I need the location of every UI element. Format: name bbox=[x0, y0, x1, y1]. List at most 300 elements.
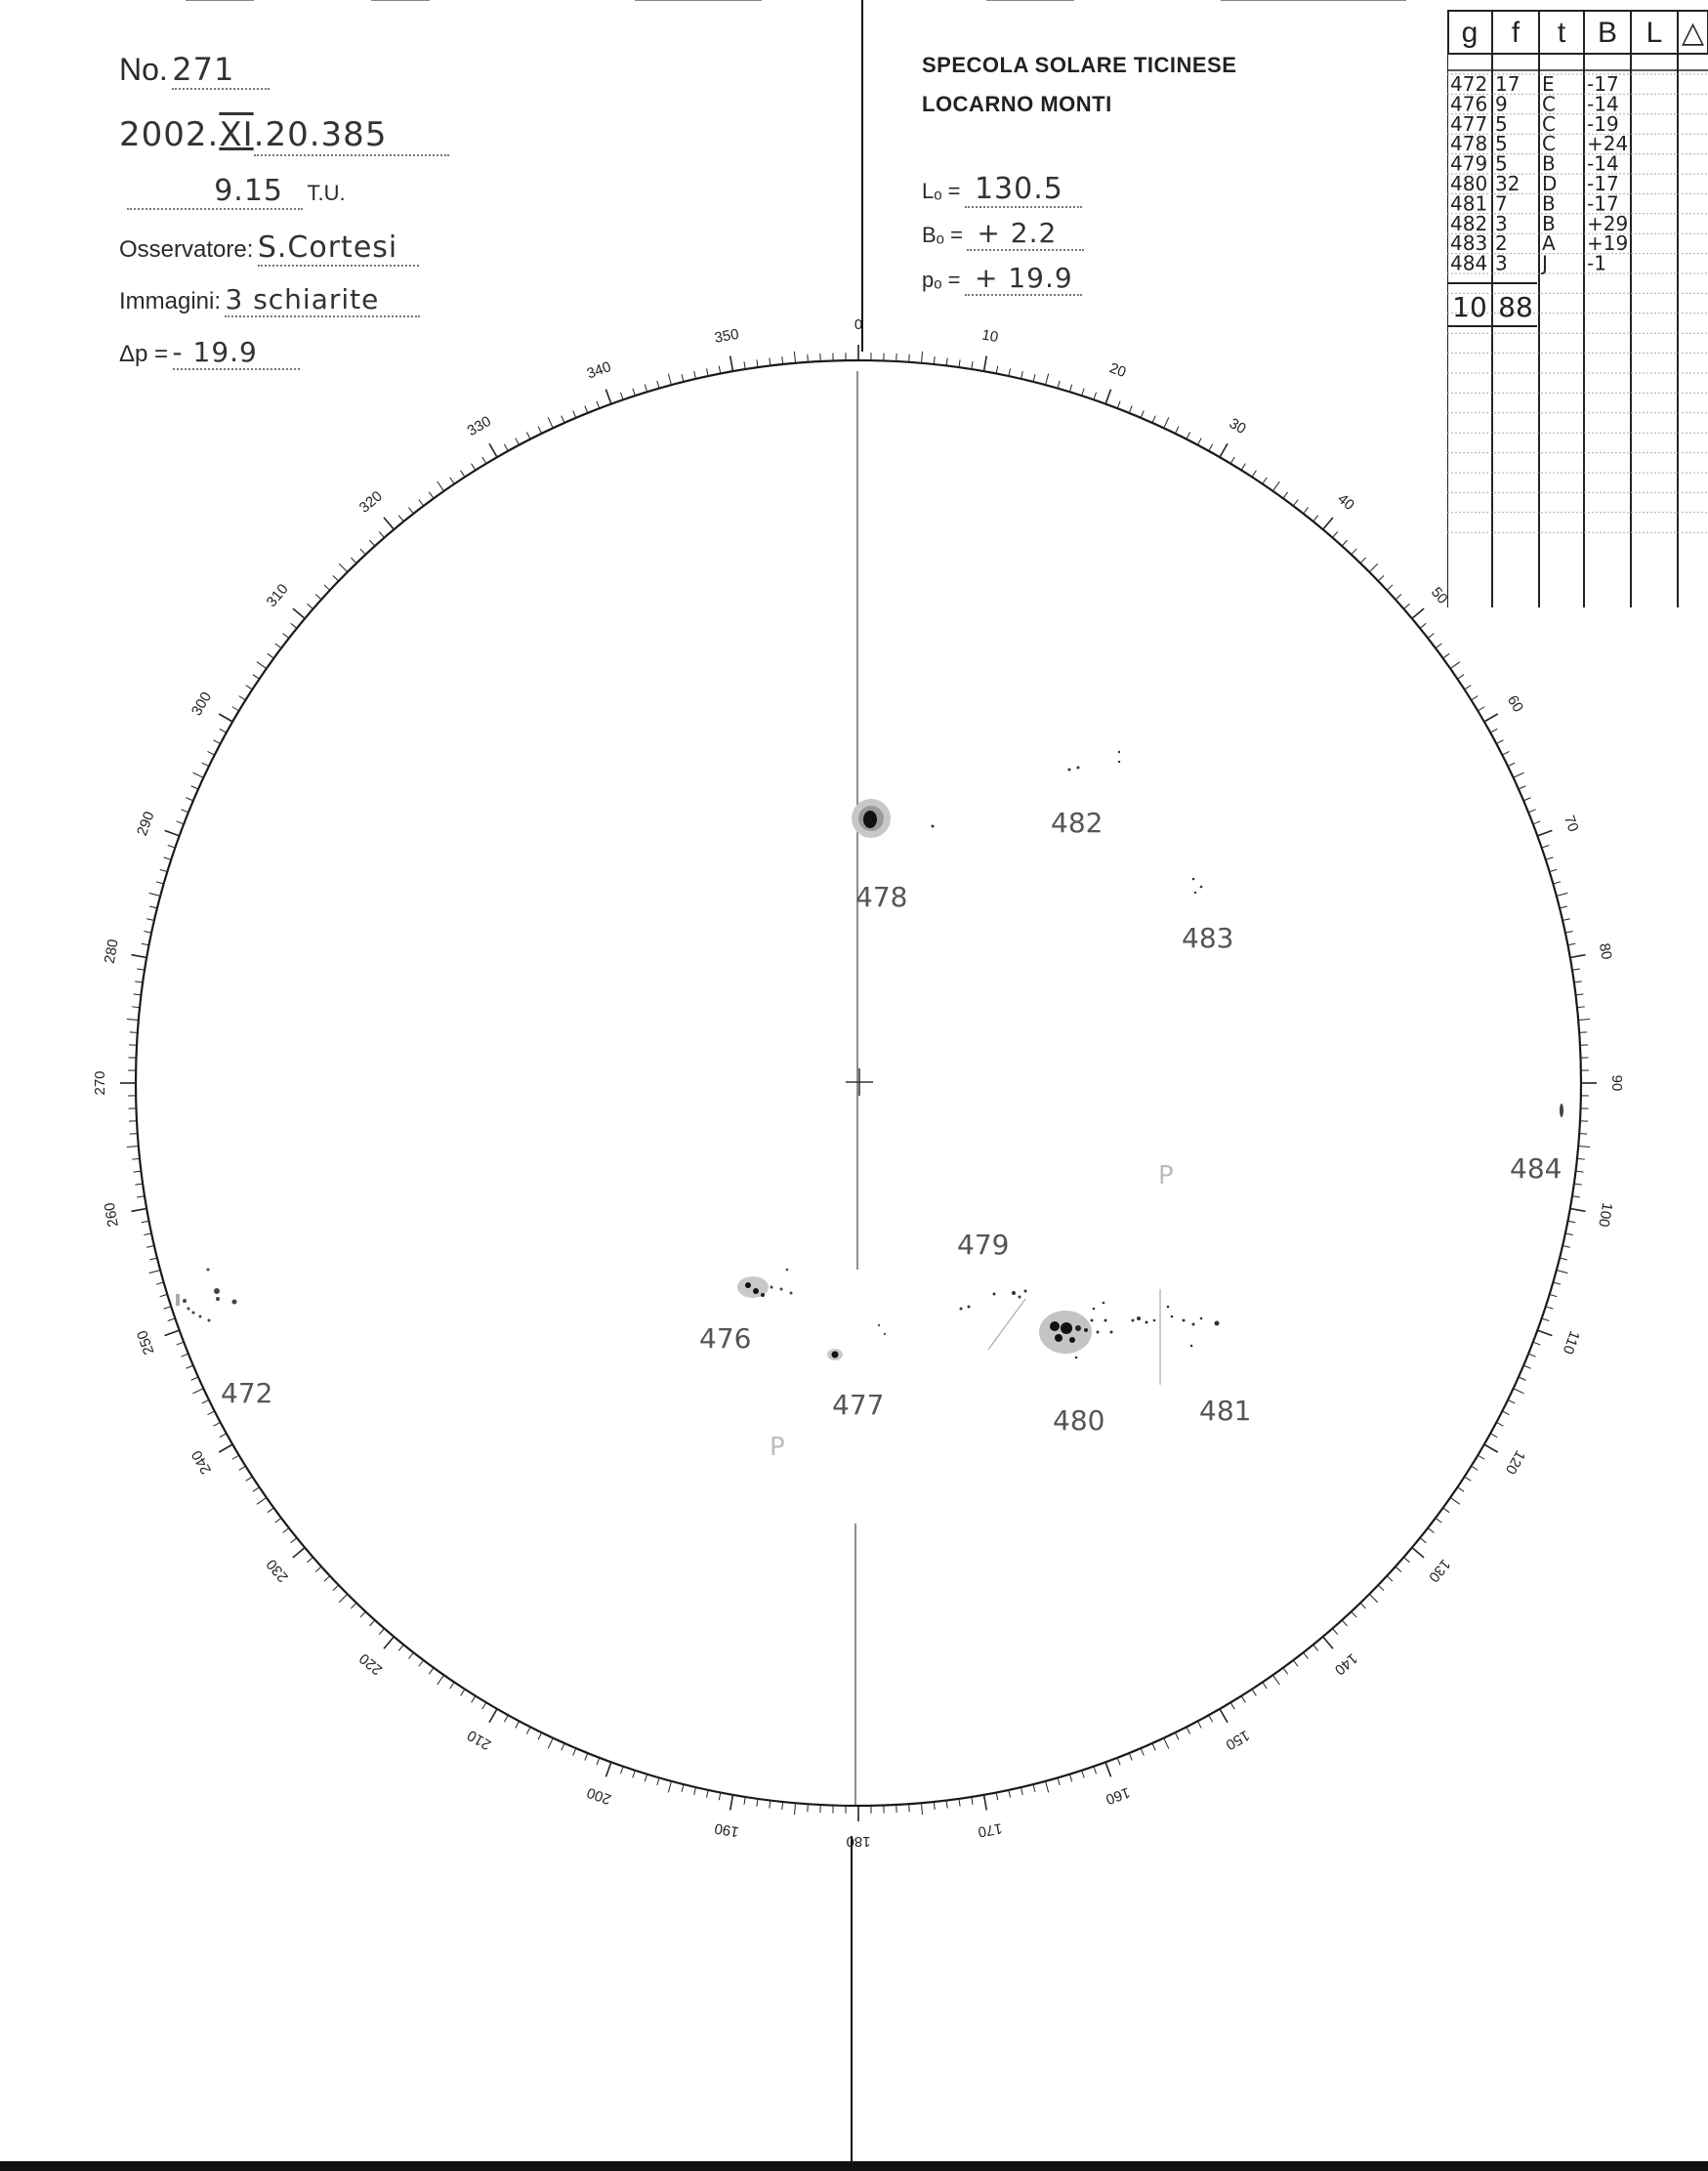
degree-tick bbox=[1577, 1007, 1585, 1008]
degree-tick bbox=[1565, 1233, 1573, 1235]
total-spots: 88 bbox=[1498, 291, 1533, 323]
degree-tick bbox=[1313, 516, 1318, 522]
degree-tick bbox=[770, 1800, 771, 1808]
degree-label: 270 bbox=[91, 1070, 108, 1096]
degree-tick bbox=[1403, 1557, 1409, 1562]
degree-tick bbox=[1378, 1585, 1384, 1591]
degree-tick bbox=[1537, 830, 1552, 835]
param-p0-label: pₒ = bbox=[922, 268, 961, 292]
degree-tick bbox=[516, 1721, 520, 1728]
degree-tick bbox=[909, 355, 910, 362]
degree-tick bbox=[130, 1134, 138, 1135]
degree-tick bbox=[131, 955, 146, 958]
degree-tick bbox=[137, 1196, 145, 1197]
table-cell: 3 bbox=[1495, 211, 1508, 235]
table-cell: B bbox=[1542, 211, 1556, 235]
institution-line1: SPECOLA SOLARE TICINESE bbox=[922, 53, 1237, 77]
table-cell: 17 bbox=[1495, 72, 1521, 96]
degree-tick bbox=[214, 1422, 221, 1426]
degree-tick bbox=[633, 389, 635, 397]
degree-tick bbox=[437, 481, 444, 491]
table-cell: 479 bbox=[1450, 151, 1488, 176]
degree-tick bbox=[419, 1660, 424, 1666]
degree-tick bbox=[573, 410, 576, 417]
degree-label: 350 bbox=[713, 325, 740, 347]
degree-tick bbox=[1129, 1753, 1132, 1760]
degree-tick bbox=[275, 1518, 281, 1523]
degree-tick bbox=[489, 1709, 497, 1723]
delta-p-label: Δp = bbox=[119, 341, 169, 367]
group-label-483: 483 bbox=[1182, 922, 1234, 954]
degree-tick bbox=[1304, 1652, 1309, 1658]
degree-tick bbox=[1293, 1660, 1298, 1666]
degree-tick bbox=[1117, 401, 1120, 408]
degree-tick bbox=[1187, 1727, 1190, 1733]
degree-tick bbox=[597, 401, 600, 408]
degree-label: 310 bbox=[263, 580, 292, 610]
table-cell: 482 bbox=[1450, 211, 1488, 235]
degree-tick bbox=[1129, 405, 1132, 412]
degree-tick bbox=[1117, 1758, 1120, 1765]
group-label-482: 482 bbox=[1051, 807, 1104, 839]
degree-tick bbox=[1220, 1709, 1228, 1723]
degree-tick bbox=[324, 585, 330, 590]
degree-tick bbox=[730, 1795, 733, 1811]
degree-tick bbox=[1412, 1548, 1424, 1558]
degree-tick bbox=[1241, 464, 1245, 471]
date-month: XI bbox=[219, 115, 254, 154]
number-value: 271 bbox=[172, 51, 270, 90]
degree-tick bbox=[1094, 1767, 1097, 1774]
degree-label: 30 bbox=[1226, 414, 1249, 438]
institution-line2: LOCARNO MONTI bbox=[922, 92, 1112, 116]
degree-tick bbox=[1033, 374, 1035, 382]
degree-label: 90 bbox=[1608, 1074, 1626, 1092]
group-label-481: 481 bbox=[1199, 1395, 1252, 1427]
number-label: No. bbox=[119, 52, 168, 87]
degree-tick bbox=[1546, 1307, 1554, 1309]
degree-tick bbox=[208, 751, 215, 755]
degree-tick bbox=[1560, 906, 1567, 908]
degree-tick bbox=[1387, 1576, 1393, 1581]
degree-tick bbox=[744, 361, 745, 369]
degree-tick bbox=[1209, 1715, 1213, 1722]
degree-tick bbox=[808, 355, 809, 362]
degree-tick bbox=[719, 1792, 721, 1800]
degree-tick bbox=[1557, 893, 1568, 896]
degree-tick bbox=[246, 1477, 253, 1481]
degree-tick bbox=[450, 478, 454, 484]
degree-label: 240 bbox=[187, 1447, 216, 1478]
table-cell: -19 bbox=[1587, 111, 1619, 136]
degree-tick bbox=[1241, 1696, 1245, 1703]
degree-tick bbox=[770, 358, 771, 366]
degree-tick bbox=[164, 857, 172, 859]
degree-tick bbox=[996, 1792, 998, 1800]
degree-tick bbox=[144, 931, 151, 933]
degree-tick bbox=[1484, 714, 1498, 722]
degree-tick bbox=[461, 471, 465, 478]
degree-tick bbox=[351, 558, 356, 564]
degree-tick bbox=[1508, 1399, 1515, 1403]
degree-label: 290 bbox=[134, 809, 158, 839]
degree-tick bbox=[1443, 1508, 1449, 1513]
degree-tick bbox=[1323, 1637, 1333, 1649]
degree-labels bbox=[92, 316, 1625, 1850]
degree-tick bbox=[1553, 1282, 1561, 1284]
spot-group-481 bbox=[1132, 1306, 1220, 1348]
group-table bbox=[1447, 10, 1708, 607]
table-cell: D bbox=[1542, 172, 1558, 195]
degree-tick bbox=[1579, 1032, 1587, 1033]
degree-tick bbox=[1508, 763, 1515, 767]
degree-tick bbox=[160, 869, 168, 871]
total-groups: 10 bbox=[1452, 291, 1487, 323]
degree-label: 40 bbox=[1334, 490, 1358, 515]
degree-tick bbox=[645, 1774, 646, 1782]
degree-tick bbox=[131, 1208, 146, 1211]
degree-tick bbox=[137, 969, 145, 970]
table-header-cell: t bbox=[1557, 17, 1566, 49]
degree-tick bbox=[1058, 1777, 1060, 1785]
degree-tick bbox=[360, 1611, 365, 1617]
degree-tick bbox=[1528, 1354, 1535, 1357]
degree-tick bbox=[202, 763, 209, 767]
table-cell: 476 bbox=[1450, 92, 1488, 116]
table-cell: -17 bbox=[1587, 191, 1619, 216]
degree-tick bbox=[1220, 443, 1228, 457]
degree-tick bbox=[165, 1330, 180, 1335]
boundary-line-480 bbox=[988, 1299, 1025, 1350]
degree-tick bbox=[1436, 644, 1441, 648]
group-label-478: 478 bbox=[855, 881, 908, 913]
degree-tick bbox=[1396, 1566, 1401, 1571]
table-cell: +19 bbox=[1587, 231, 1629, 256]
degree-tick bbox=[1436, 1518, 1441, 1523]
table-cell: +29 bbox=[1587, 211, 1629, 235]
degree-tick bbox=[369, 540, 374, 546]
degree-tick bbox=[1021, 1787, 1022, 1795]
degree-tick bbox=[1141, 410, 1144, 417]
degree-label: 230 bbox=[263, 1556, 292, 1586]
degree-tick bbox=[1514, 1389, 1524, 1394]
table-cell: 484 bbox=[1450, 251, 1488, 275]
degree-label: 60 bbox=[1503, 692, 1527, 716]
degree-tick bbox=[142, 1221, 149, 1223]
table-cell: -17 bbox=[1587, 172, 1619, 195]
degree-tick bbox=[307, 1557, 312, 1562]
degree-tick bbox=[398, 516, 403, 522]
degree-tick bbox=[706, 1790, 708, 1798]
degree-tick bbox=[516, 438, 520, 445]
degree-label: 340 bbox=[584, 358, 614, 383]
degree-tick bbox=[1572, 969, 1580, 970]
degree-tick bbox=[730, 355, 733, 371]
degree-tick bbox=[1523, 1365, 1530, 1368]
degree-tick bbox=[1283, 492, 1288, 498]
degree-tick bbox=[419, 500, 424, 506]
degree-tick bbox=[293, 1548, 305, 1558]
degree-tick bbox=[657, 381, 659, 389]
degree-tick bbox=[149, 893, 161, 896]
degree-tick bbox=[214, 740, 221, 744]
degree-tick bbox=[127, 1019, 139, 1020]
table-cell: 480 bbox=[1450, 172, 1488, 195]
degree-tick bbox=[1332, 1628, 1337, 1634]
degree-label: 0 bbox=[854, 315, 863, 333]
degree-tick bbox=[744, 1797, 745, 1805]
degree-tick bbox=[1519, 1377, 1525, 1380]
degree-tick bbox=[149, 1271, 161, 1273]
degree-tick bbox=[921, 352, 922, 363]
degree-tick bbox=[694, 371, 696, 379]
degree-label: 160 bbox=[1103, 1783, 1133, 1808]
degree-tick bbox=[192, 1389, 203, 1394]
solar-limb-circle bbox=[136, 360, 1581, 1806]
degree-tick bbox=[1428, 1528, 1434, 1533]
degree-tick bbox=[1082, 1771, 1084, 1778]
degree-tick bbox=[165, 830, 180, 835]
images-label: Immagini: bbox=[119, 288, 222, 314]
table-cell: +24 bbox=[1587, 132, 1629, 156]
degree-tick bbox=[134, 1171, 142, 1172]
degree-tick bbox=[379, 531, 384, 537]
degree-tick bbox=[1542, 1318, 1550, 1321]
degree-tick bbox=[1533, 821, 1540, 824]
degree-tick bbox=[220, 1434, 227, 1438]
degree-tick bbox=[1082, 389, 1084, 397]
degree-tick bbox=[1152, 416, 1155, 423]
degree-tick bbox=[333, 1585, 339, 1591]
degree-tick bbox=[239, 1466, 246, 1470]
degree-tick bbox=[1332, 531, 1337, 537]
degree-tick bbox=[1428, 633, 1434, 638]
degree-tick bbox=[1574, 1184, 1582, 1185]
degree-tick bbox=[1058, 381, 1060, 389]
degree-label: 280 bbox=[101, 938, 122, 965]
degree-tick bbox=[620, 393, 623, 400]
degree-tick bbox=[1457, 1487, 1464, 1491]
table-cell: C bbox=[1542, 92, 1556, 116]
group-label-477: 477 bbox=[832, 1389, 885, 1421]
degree-tick bbox=[794, 352, 795, 363]
degree-tick bbox=[1478, 1455, 1484, 1459]
degree-tick bbox=[275, 644, 281, 648]
degree-tick bbox=[562, 1743, 564, 1750]
date-year: 2002. bbox=[119, 115, 220, 154]
degree-tick bbox=[921, 1803, 922, 1815]
degree-tick bbox=[1484, 1444, 1498, 1452]
degree-tick bbox=[482, 457, 486, 464]
degree-label: 170 bbox=[977, 1819, 1004, 1841]
degree-tick bbox=[682, 1784, 684, 1792]
degree-tick bbox=[246, 686, 253, 689]
degree-tick bbox=[682, 374, 684, 382]
degree-tick bbox=[164, 1307, 172, 1309]
degree-tick bbox=[135, 1184, 143, 1185]
degree-tick bbox=[1283, 1668, 1288, 1674]
degree-tick bbox=[156, 1282, 164, 1284]
degree-tick bbox=[538, 427, 542, 434]
page-bottom-border bbox=[0, 2161, 1708, 2171]
degree-tick bbox=[146, 919, 154, 921]
degree-label: 200 bbox=[584, 1783, 614, 1808]
degree-tick bbox=[1378, 575, 1384, 581]
degree-tick bbox=[1152, 1743, 1155, 1750]
degree-tick bbox=[461, 1690, 465, 1696]
degree-label: 330 bbox=[464, 412, 494, 440]
degree-tick bbox=[1533, 1342, 1540, 1345]
degree-tick bbox=[142, 943, 149, 945]
table-cell: 481 bbox=[1450, 191, 1488, 216]
degree-label: 100 bbox=[1595, 1201, 1616, 1229]
degree-tick bbox=[315, 594, 321, 599]
degree-tick bbox=[1175, 427, 1179, 434]
table-header-cell: g bbox=[1461, 17, 1479, 49]
degree-tick bbox=[719, 366, 721, 374]
table-cell: B bbox=[1542, 191, 1556, 216]
group-label-479: 479 bbox=[957, 1229, 1010, 1261]
degree-tick bbox=[1105, 390, 1110, 404]
degree-tick bbox=[1352, 549, 1356, 555]
degree-tick bbox=[972, 361, 973, 369]
degree-tick bbox=[1304, 508, 1309, 514]
degree-tick bbox=[657, 1777, 659, 1785]
images-value: 3 schiarite bbox=[225, 283, 420, 317]
degree-tick bbox=[585, 1753, 588, 1760]
degree-tick bbox=[1360, 558, 1366, 564]
degree-tick bbox=[1450, 1497, 1460, 1504]
degree-tick bbox=[1164, 417, 1169, 428]
degree-tick bbox=[526, 433, 530, 439]
degree-tick bbox=[1021, 371, 1022, 379]
degree-tick bbox=[1033, 1784, 1035, 1792]
degree-tick bbox=[1537, 1330, 1552, 1335]
degree-tick bbox=[408, 1652, 413, 1658]
degree-tick bbox=[504, 444, 508, 451]
degree-tick bbox=[1069, 1774, 1071, 1782]
spot-group-477 bbox=[827, 1324, 886, 1360]
degree-tick bbox=[257, 1497, 267, 1504]
degree-tick bbox=[548, 417, 553, 428]
degree-tick bbox=[1523, 798, 1530, 801]
degree-tick bbox=[283, 1528, 289, 1533]
degree-tick bbox=[1550, 1294, 1558, 1296]
table-cell: 478 bbox=[1450, 132, 1488, 156]
degree-tick bbox=[1352, 1611, 1356, 1617]
spot-group-476 bbox=[737, 1269, 793, 1298]
table-cell: -1 bbox=[1587, 251, 1606, 275]
degree-label: 130 bbox=[1425, 1556, 1454, 1586]
degree-tick bbox=[429, 492, 434, 498]
degree-tick bbox=[1490, 729, 1497, 732]
degree-tick bbox=[149, 906, 157, 908]
degree-tick bbox=[757, 359, 758, 367]
degree-tick bbox=[1502, 751, 1509, 755]
table-header bbox=[1462, 17, 1704, 49]
degree-tick bbox=[983, 1795, 986, 1811]
degree-tick bbox=[144, 1233, 151, 1235]
degree-tick bbox=[1272, 481, 1279, 491]
degree-tick bbox=[605, 390, 610, 404]
degree-tick bbox=[186, 798, 192, 801]
spot-group-480 bbox=[1039, 1302, 1113, 1359]
table-cell: 483 bbox=[1450, 231, 1488, 256]
degree-tick bbox=[1577, 1158, 1585, 1159]
degree-tick bbox=[1342, 1620, 1347, 1626]
pole-mark-north: P bbox=[1158, 1161, 1174, 1190]
degree-tick bbox=[1313, 1645, 1318, 1650]
group-label-480: 480 bbox=[1053, 1404, 1105, 1437]
degree-tick bbox=[972, 1797, 973, 1805]
degree-tick bbox=[1263, 478, 1267, 484]
degree-tick bbox=[782, 356, 783, 364]
degree-tick bbox=[177, 1342, 184, 1345]
degree-label: 120 bbox=[1501, 1447, 1529, 1478]
degree-tick bbox=[1490, 1434, 1497, 1438]
degree-tick bbox=[132, 1158, 140, 1159]
degree-label: 320 bbox=[355, 487, 386, 517]
degree-tick bbox=[1164, 1738, 1169, 1749]
degree-tick bbox=[668, 1781, 671, 1793]
degree-tick bbox=[1578, 1146, 1590, 1147]
degree-tick bbox=[1369, 564, 1377, 571]
degree-tick bbox=[1496, 740, 1503, 744]
table-cell: 5 bbox=[1495, 132, 1508, 156]
degree-tick bbox=[429, 1668, 434, 1674]
degree-tick bbox=[526, 1727, 530, 1733]
degree-tick bbox=[1502, 1411, 1509, 1415]
spot-group-478 bbox=[852, 799, 935, 838]
degree-tick bbox=[437, 1675, 444, 1685]
degree-tick bbox=[1550, 869, 1558, 871]
table-header-frame bbox=[1448, 11, 1708, 54]
degree-tick bbox=[794, 1803, 795, 1815]
table-cell: 5 bbox=[1495, 151, 1508, 176]
degree-tick bbox=[757, 1799, 758, 1807]
table-cell: B bbox=[1542, 151, 1556, 176]
degree-tick bbox=[1565, 931, 1573, 933]
degree-label: 210 bbox=[464, 1726, 494, 1754]
degree-tick bbox=[202, 1399, 209, 1403]
degree-tick bbox=[1575, 1171, 1583, 1172]
degree-tick bbox=[127, 1146, 139, 1147]
degree-tick bbox=[1465, 1477, 1472, 1481]
table-cell: 9 bbox=[1495, 92, 1508, 116]
degree-ticks bbox=[120, 345, 1597, 1821]
spot-group-482 bbox=[1068, 751, 1121, 772]
table-header-cell: f bbox=[1511, 17, 1521, 49]
group-label-476: 476 bbox=[699, 1322, 752, 1355]
degree-tick bbox=[1069, 385, 1071, 393]
degree-tick bbox=[1293, 500, 1298, 506]
degree-tick bbox=[333, 575, 339, 581]
degree-tick bbox=[504, 1715, 508, 1722]
degree-tick bbox=[384, 1637, 394, 1649]
param-B0-value: + 2.2 bbox=[967, 217, 1084, 251]
spot-group-479 bbox=[960, 1290, 1027, 1311]
degree-tick bbox=[192, 772, 203, 777]
degree-tick bbox=[1175, 1733, 1179, 1739]
degree-tick bbox=[645, 385, 646, 393]
degree-tick bbox=[538, 1733, 542, 1739]
degree-tick bbox=[160, 1294, 168, 1296]
degree-tick bbox=[1230, 1702, 1234, 1709]
degree-tick bbox=[1553, 882, 1561, 884]
degree-tick bbox=[1519, 786, 1525, 789]
degree-tick bbox=[1272, 1675, 1279, 1685]
degree-tick bbox=[450, 1682, 454, 1689]
